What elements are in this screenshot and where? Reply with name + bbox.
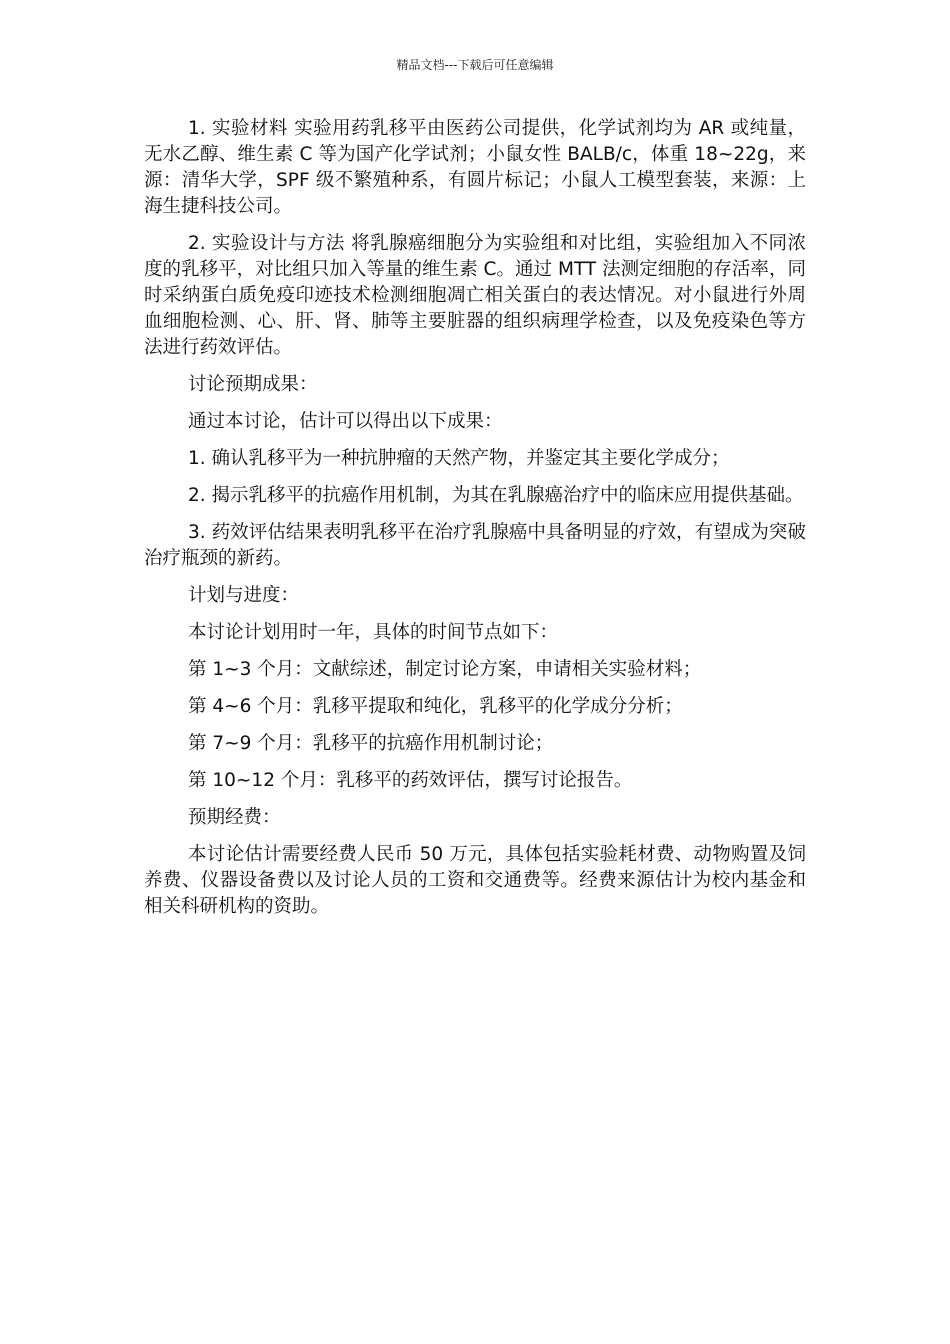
result-item-2: 2. 揭示乳移平的抗癌作用机制，为其在乳腺癌治疗中的临床应用提供基础。 — [188, 485, 804, 506]
document-body — [144, 116, 806, 931]
heading-expected-results: 讨论预期成果： — [188, 374, 318, 395]
paragraph-budget: 本讨论估计需要经费人民币 50 万元，具体包括实验耗材费、动物购置及饲养费、仪器设备费以及讨论人员的工资和交通费等。经费来源估计为校内基金和相关科研机构的资助。 — [144, 844, 806, 917]
paragraph-design-methods: 2. 实验设计与方法 将乳腺癌细胞分为实验组和对比组，实验组加入不同浓度的乳移平，对比组只加入等量的维生素 C。通过 MTT 法测定细胞的存活率，同时采纳蛋白质免疫印迹技术检测细胞凋亡相关蛋白的表达情况。对小鼠进行外周血细胞检测、心、肝、肾、肺等主要脏器的组织病理学检查，以及免疫染色等方法进行药效评估。 — [144, 233, 806, 358]
schedule-item-1: 第 1~3 个月：文献综述，制定讨论方案，申请相关实验材料； — [188, 659, 702, 680]
schedule-item-2: 第 4~6 个月：乳移平提取和纯化，乳移平的化学成分分析； — [188, 696, 683, 717]
result-item-1: 1. 确认乳移平为一种抗肿瘤的天然产物，并鉴定其主要化学成分； — [188, 448, 730, 469]
heading-expected-budget: 预期经费： — [188, 807, 281, 828]
schedule-item-4: 第 10~12 个月：乳移平的药效评估，撰写讨论报告。 — [188, 770, 633, 791]
paragraph-results-intro: 通过本讨论，估计可以得出以下成果： — [188, 411, 503, 432]
page-header: 精品文档---下载后可任意编辑 — [396, 58, 554, 72]
heading-plan-progress: 计划与进度： — [188, 585, 300, 606]
paragraph-plan-intro: 本讨论计划用时一年，具体的时间节点如下： — [188, 622, 559, 643]
paragraph-materials: 1. 实验材料 实验用药乳移平由医药公司提供，化学试剂均为 AR 或纯量，无水乙醇、维生素 C 等为国产化学试剂；小鼠女性 BALB/c，体重 18~22g，来源：清华大学，SPF 级不繁殖种系，有圆片标记；小鼠人工模型套装，来源：上海生捷科技公司。 — [144, 118, 806, 217]
schedule-item-3: 第 7~9 个月：乳移平的抗癌作用机制讨论； — [188, 733, 554, 754]
result-item-3: 3. 药效评估结果表明乳移平在治疗乳腺癌中具备明显的疗效，有望成为突破治疗瓶颈的新药。 — [144, 522, 806, 569]
